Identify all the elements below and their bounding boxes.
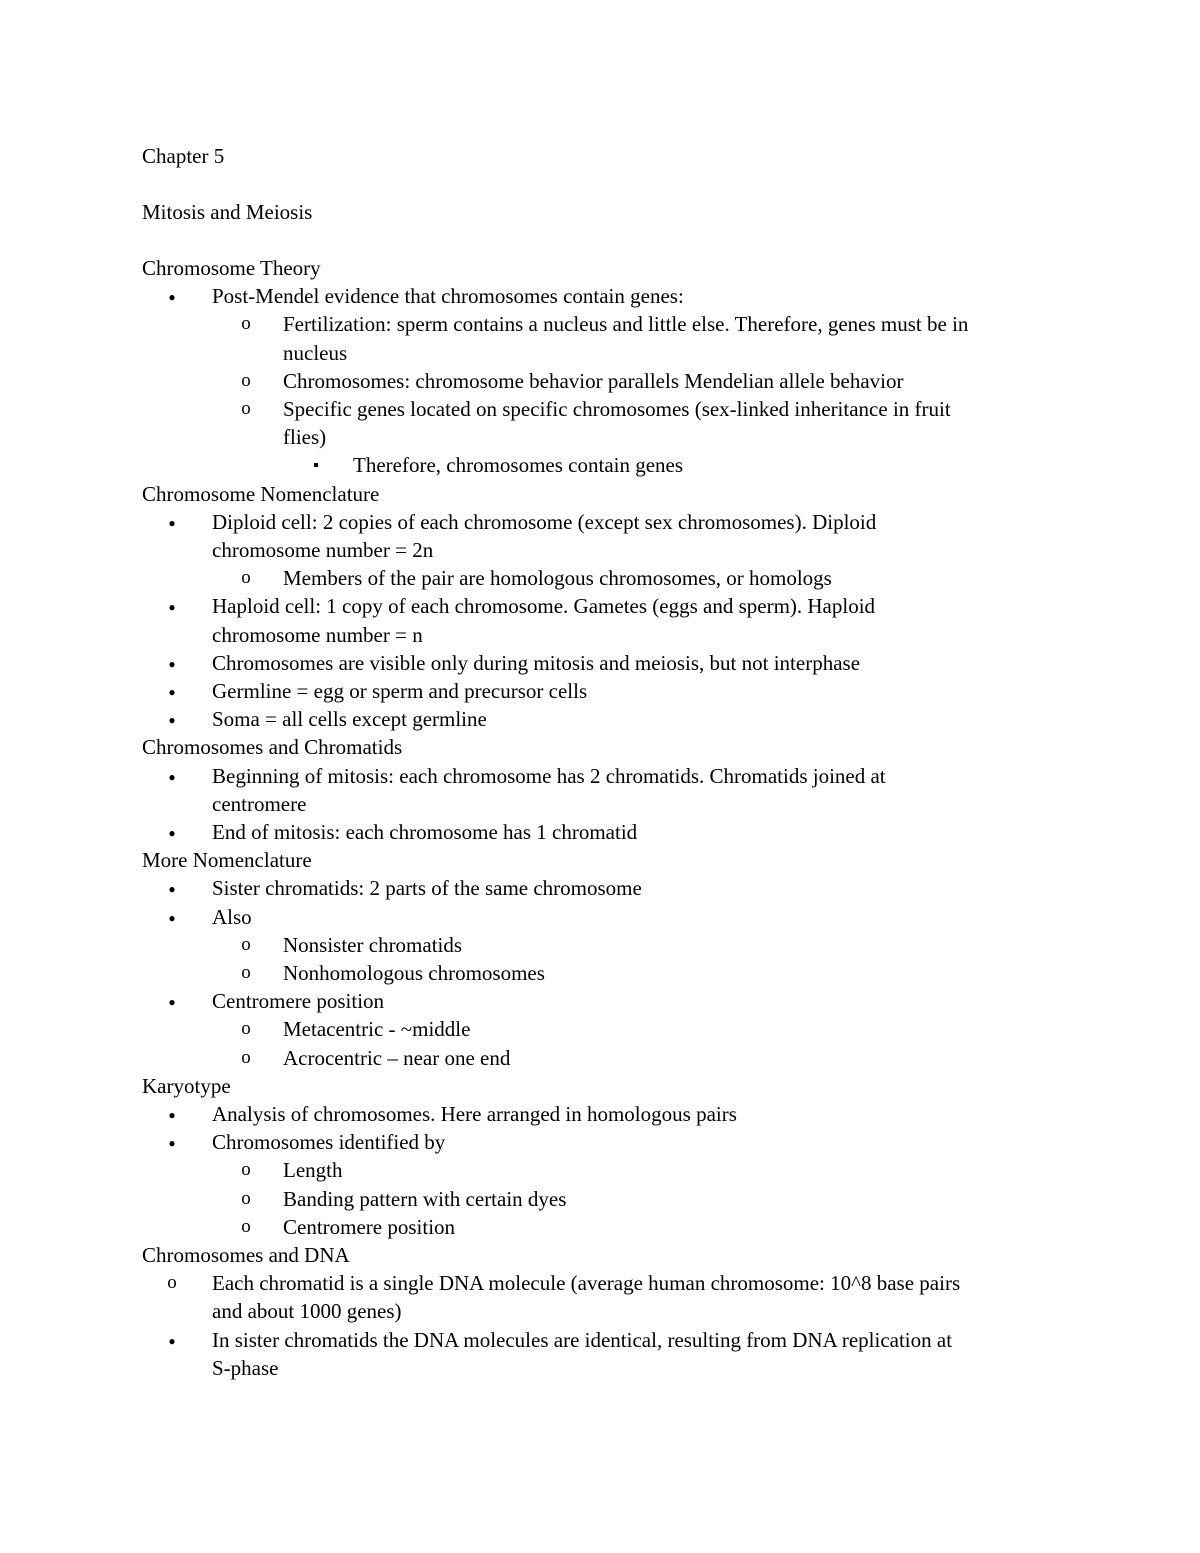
list-item-text: Chromosomes identified by — [212, 1130, 446, 1155]
bullet-circle-icon: o — [241, 962, 251, 983]
bullet-circle-icon: o — [241, 369, 251, 391]
list-item-text: Specific genes located on specific chromosomes (sex-linked inheritance in fruit — [283, 397, 951, 421]
chapter-label: Chapter 5 — [142, 144, 225, 168]
list-item-text: nucleus — [283, 340, 348, 365]
section-heading: Karyotype — [142, 1073, 231, 1098]
bullet-disc-icon — [162, 705, 182, 736]
bullet-disc-icon — [162, 592, 182, 623]
list-item-text: chromosome number = 2n — [212, 538, 434, 562]
bullet-disc-icon — [162, 874, 182, 905]
list-item-text: End of mitosis: each chromosome has 1 chromatid — [212, 820, 638, 844]
bullet-disc-icon — [162, 903, 182, 934]
bullet-disc-icon — [162, 677, 182, 708]
list-item-text: In sister chromatids the DNA molecules are identical, resulting from DNA replication at — [212, 1327, 953, 1352]
bullet-disc-icon — [162, 1326, 182, 1357]
section-heading: More Nomenclature — [142, 848, 312, 873]
list-item-text: centromere — [212, 791, 307, 816]
bullet-disc-icon — [162, 1100, 182, 1131]
list-item-text: Sister chromatids: 2 parts of the same chromosome — [212, 876, 642, 901]
list-item-text: Beginning of mitosis: each chromosome has 2 chromatids. Chromatids joined at — [212, 763, 886, 788]
bullet-disc-icon — [162, 762, 182, 793]
bullet-circle-icon: o — [241, 1046, 251, 1068]
bullet-disc-icon — [162, 649, 182, 680]
section-heading: Chromosome Theory — [142, 256, 321, 280]
list-item-text: Nonsister chromatids — [283, 932, 463, 957]
list-item-text: Analysis of chromosomes. Here arranged in homologous pairs — [212, 1102, 737, 1126]
bullet-circle-icon: o — [241, 1159, 251, 1181]
bullet-circle-icon: o — [241, 313, 251, 335]
list-item-text: Length — [283, 1158, 343, 1183]
bullet-circle-icon: o — [167, 1272, 177, 1294]
list-item-text: Chromosomes are visible only during mitosis and meiosis, but not interphase — [212, 650, 861, 675]
bullet-circle-icon: o — [241, 398, 251, 419]
list-item-text: Banding pattern with certain dyes — [283, 1186, 567, 1211]
list-item-text: Chromosomes: chromosome behavior parallels Mendelian allele behavior — [283, 368, 904, 393]
list-item-text: Nonhomologous chromosomes — [283, 961, 545, 985]
bullet-disc-icon — [162, 508, 182, 539]
document-title: Mitosis and Meiosis — [142, 200, 313, 224]
bullet-circle-icon: o — [241, 1215, 251, 1237]
list-item-text: chromosome number = n — [212, 622, 423, 647]
bullet-disc-icon — [162, 282, 182, 313]
list-item-text: Fertilization: sperm contains a nucleus and little else. Therefore, genes must be in — [283, 312, 969, 337]
bullet-circle-icon: o — [241, 933, 251, 955]
list-item-text: Post-Mendel evidence that chromosomes contain genes: — [212, 284, 684, 309]
section-heading: Chromosome Nomenclature — [142, 481, 380, 506]
list-item-text: Acrocentric – near one end — [283, 1045, 511, 1070]
list-item-text: and about 1000 genes) — [212, 1299, 402, 1324]
list-item-text: Soma = all cells except germline — [212, 707, 487, 732]
bullet-disc-icon — [162, 818, 182, 849]
list-item-text: Members of the pair are homologous chromosomes, or homologs — [283, 566, 832, 591]
list-item-text: flies) — [283, 425, 327, 450]
bullet-disc-icon — [162, 987, 182, 1018]
list-item-text: Germline = egg or sperm and precursor cells — [212, 679, 588, 703]
list-item-text: Diploid cell: 2 copies of each chromosome (except sex chromosomes). Diploid — [212, 509, 877, 534]
list-item-text: Centromere position — [212, 989, 385, 1014]
list-item-text: S-phase — [212, 1355, 279, 1380]
bullet-disc-icon — [162, 1128, 182, 1159]
list-item-text: Each chromatid is a single DNA molecule (average human chromosome: 10^8 base pairs — [212, 1271, 961, 1296]
list-item-text: Centromere position — [283, 1214, 456, 1239]
section-heading: Chromosomes and Chromatids — [142, 735, 403, 760]
list-item-text: Therefore, chromosomes contain genes — [353, 453, 684, 478]
bullet-circle-icon: o — [241, 1187, 251, 1209]
section-heading: Chromosomes and DNA — [142, 1243, 350, 1267]
list-item-text: Haploid cell: 1 copy of each chromosome. Gametes (eggs and sperm). Haploid — [212, 594, 876, 619]
bullet-square-icon — [306, 451, 326, 482]
bullet-circle-icon: o — [241, 1018, 251, 1040]
bullet-circle-icon: o — [241, 567, 251, 589]
list-item-text: Also — [212, 904, 252, 929]
list-item-text: Metacentric - ~middle — [283, 1017, 471, 1042]
